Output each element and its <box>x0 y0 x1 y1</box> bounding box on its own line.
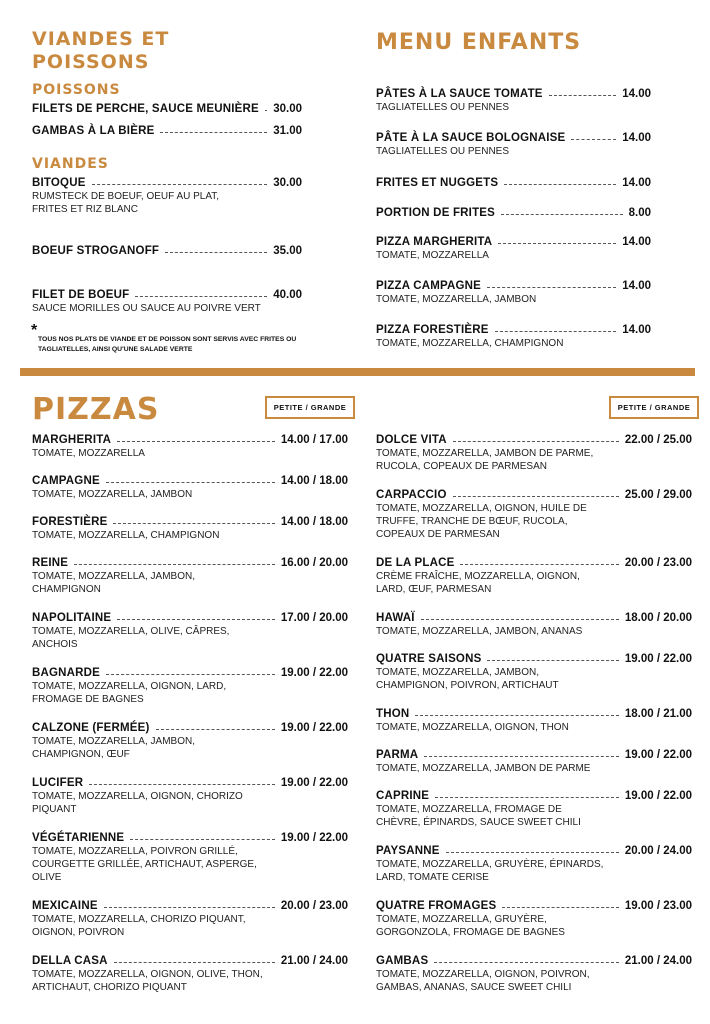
item-price: 40.00 <box>273 289 302 301</box>
pizza-item <box>32 955 348 994</box>
pizzas-title: PIZZAS <box>32 392 160 427</box>
pizza-item <box>376 489 692 541</box>
item-name: PAYSANNE <box>376 845 440 857</box>
item-name: GAMBAS <box>376 955 429 967</box>
item-price: 14.00 <box>622 324 651 336</box>
item-name: THON <box>376 708 410 720</box>
item-description: TAGLIATELLES OU PENNES <box>376 146 510 157</box>
dot-leader <box>165 245 267 253</box>
menu-item <box>32 125 302 137</box>
dot-leader <box>495 324 617 332</box>
item-description: TOMATE, MOZZARELLA, JAMBON DE PARME, RUCOLA, COPEAUX DE PARMESAN <box>376 448 594 472</box>
menu-item <box>376 132 651 158</box>
item-name: VÉGÉTARIENNE <box>32 832 125 844</box>
dot-leader <box>74 557 275 565</box>
menu-item <box>32 177 302 216</box>
item-price: 17.00 / 20.00 <box>280 612 348 624</box>
item-price: 25.00 / 29.00 <box>624 489 692 501</box>
item-price: 14.00 / 18.00 <box>280 475 348 487</box>
pizza-item <box>376 749 692 775</box>
item-description: TOMATE, MOZZARELLA, OIGNON, POIVRON, GAMBAS, ANANAS, SAUCE SWEET CHILI <box>376 969 590 993</box>
item-description: SAUCE MORILLES OU SAUCE AU POIVRE VERT <box>32 303 261 314</box>
dot-leader <box>113 516 274 524</box>
item-description: TOMATE, MOZZARELLA, POIVRON GRILLÉ, COURGETTE GRILLÉE, ARTICHAUT, ASPERGE, OLIVE <box>32 846 257 883</box>
dot-leader <box>446 845 619 853</box>
item-price: 20.00 / 23.00 <box>280 900 348 912</box>
dot-leader <box>415 708 618 716</box>
item-price: 8.00 <box>628 207 651 219</box>
pizza-item <box>376 845 692 884</box>
viandes-poissons-title <box>32 28 169 74</box>
item-description: TOMATE, MOZZARELLA, CHAMPIGNON <box>376 338 564 349</box>
menu-item <box>376 280 651 306</box>
item-price: 19.00 / 22.00 <box>624 749 692 761</box>
item-description: TOMATE, MOZZARELLA <box>32 448 145 459</box>
menu-item <box>376 177 651 189</box>
dot-leader <box>502 900 619 908</box>
pizza-item <box>376 434 692 473</box>
item-price: 19.00 / 22.00 <box>280 832 348 844</box>
dot-leader <box>92 177 268 185</box>
size-label-left: PETITE / GRANDE <box>265 396 355 419</box>
title-line-1: VIANDES ET <box>32 28 170 50</box>
item-price: 14.00 <box>622 88 651 100</box>
item-price: 20.00 / 24.00 <box>624 845 692 857</box>
dot-leader <box>117 612 275 620</box>
dot-leader <box>89 777 275 785</box>
menu-item <box>376 236 651 262</box>
menu-enfants-title: MENU ENFANTS <box>376 30 582 55</box>
pizza-item <box>376 955 692 994</box>
dot-leader <box>434 955 619 963</box>
dot-leader <box>106 667 275 675</box>
item-name: BITOQUE <box>32 177 86 189</box>
item-name: CAMPAGNE <box>32 475 100 487</box>
dot-leader <box>487 280 616 288</box>
item-description: CRÈME FRAÎCHE, MOZZARELLA, OIGNON, LARD, ŒUF, PARMESAN <box>376 571 580 595</box>
pizza-item <box>32 475 348 501</box>
dot-leader <box>498 236 616 244</box>
pizza-item <box>32 777 348 816</box>
item-price: 31.00 <box>273 125 302 137</box>
item-description: TOMATE, MOZZARELLA, OIGNON, CHORIZO PIQUANT <box>32 791 243 815</box>
note-asterisk: * <box>31 322 38 339</box>
dot-leader <box>265 103 267 111</box>
item-name: PÂTE À LA SAUCE BOLOGNAISE <box>376 132 566 144</box>
item-description: TOMATE, MOZZARELLA, OIGNON, OLIVE, THON, ARTICHAUT, CHORIZO PIQUANT <box>32 969 263 993</box>
item-price: 14.00 <box>622 280 651 292</box>
item-description: TOMATE, MOZZARELLA, GRUYÈRE, GORGONZOLA, FROMAGE DE BAGNES <box>376 914 565 938</box>
pizza-item <box>376 557 692 596</box>
item-name: PIZZA MARGHERITA <box>376 236 493 248</box>
item-name: QUATRE FROMAGES <box>376 900 497 912</box>
dot-leader <box>156 722 275 730</box>
pizza-item <box>32 900 348 939</box>
item-name: DOLCE VITA <box>376 434 447 446</box>
item-price: 19.00 / 22.00 <box>624 790 692 802</box>
title-line-2: POISSONS <box>32 51 150 73</box>
item-description: TOMATE, MOZZARELLA, CHAMPIGNON <box>32 530 220 541</box>
item-price: 14.00 / 17.00 <box>280 434 348 446</box>
item-description: TOMATE, MOZZARELLA, FROMAGE DE CHÈVRE, ÉPINARDS, SAUCE SWEET CHILI <box>376 804 581 828</box>
item-description: TOMATE, MOZZARELLA, JAMBON <box>376 294 537 305</box>
item-description: TOMATE, MOZZARELLA, CHORIZO PIQUANT, OIGNON, POIVRON <box>32 914 246 938</box>
pizza-item <box>32 832 348 884</box>
item-name: MARGHERITA <box>32 434 112 446</box>
item-price: 19.00 / 22.00 <box>280 667 348 679</box>
dot-leader <box>104 900 275 908</box>
item-name: REINE <box>32 557 69 569</box>
item-price: 35.00 <box>273 245 302 257</box>
pizza-item <box>32 667 348 706</box>
pizza-item <box>32 557 348 596</box>
item-price: 18.00 / 21.00 <box>624 708 692 720</box>
dot-leader <box>460 557 618 565</box>
item-name: FILET DE BOEUF <box>32 289 130 301</box>
menu-item <box>32 245 302 257</box>
pizza-item <box>376 900 692 939</box>
dot-leader <box>160 125 267 133</box>
item-price: 30.00 <box>273 177 302 189</box>
dot-leader <box>135 289 267 297</box>
pizza-item <box>376 653 692 692</box>
item-name: BOEUF STROGANOFF <box>32 245 160 257</box>
item-name: GAMBAS À LA BIÈRE <box>32 125 155 137</box>
item-price: 14.00 / 18.00 <box>280 516 348 528</box>
item-name: DELLA CASA <box>32 955 108 967</box>
dot-leader <box>453 489 619 497</box>
item-description: TOMATE, MOZZARELLA, JAMBON DE PARME <box>376 763 591 774</box>
pizza-item <box>376 708 692 734</box>
item-name: PARMA <box>376 749 419 761</box>
dot-leader <box>549 88 617 96</box>
item-price: 19.00 / 22.00 <box>280 722 348 734</box>
dot-leader <box>130 832 275 840</box>
item-name: HAWAÏ <box>376 612 415 624</box>
pizza-item <box>32 516 348 542</box>
menu-item <box>32 103 302 115</box>
item-name: CALZONE (FERMÉE) <box>32 722 150 734</box>
item-price: 21.00 / 24.00 <box>280 955 348 967</box>
size-label-right: PETITE / GRANDE <box>609 396 699 419</box>
dot-leader <box>114 955 275 963</box>
dot-leader <box>504 177 616 185</box>
item-description: TOMATE, MOZZARELLA, JAMBON, ANANAS <box>376 626 583 637</box>
item-name: FILETS DE PERCHE, SAUCE MEUNIÈRE <box>32 103 259 115</box>
item-price: 14.00 <box>622 236 651 248</box>
item-price: 16.00 / 20.00 <box>280 557 348 569</box>
footnote: TOUS NOS PLATS DE VIANDE ET DE POISSON SONT SERVIS AVEC FRITES OU TAGLIATELLES, AINSI QU'UNE SALADE VERTE <box>38 336 297 353</box>
item-description: TOMATE, MOZZARELLA, GRUYÈRE, ÉPINARDS, LARD, TOMATE CERISE <box>376 859 604 883</box>
item-name: PIZZA CAMPAGNE <box>376 280 482 292</box>
item-price: 14.00 <box>622 177 651 189</box>
item-name: QUATRE SAISONS <box>376 653 482 665</box>
pizza-item <box>376 612 692 638</box>
item-description: TOMATE, MOZZARELLA, OIGNON, LARD, FROMAGE DE BAGNES <box>32 681 227 705</box>
dot-leader <box>435 790 619 798</box>
item-description: TOMATE, MOZZARELLA, OIGNON, THON <box>376 722 569 733</box>
item-name: CARPACCIO <box>376 489 447 501</box>
pizza-item <box>32 612 348 651</box>
item-price: 14.00 <box>622 132 651 144</box>
item-description: TOMATE, MOZZARELLA, OLIVE, CÂPRES, ANCHOIS <box>32 626 230 650</box>
pizza-item <box>376 790 692 829</box>
item-price: 19.00 / 22.00 <box>624 653 692 665</box>
item-price: 19.00 / 22.00 <box>280 777 348 789</box>
item-description: RUMSTECK DE BOEUF, OEUF AU PLAT, FRITES ET RIZ BLANC <box>32 191 220 215</box>
section-divider <box>20 368 695 376</box>
item-description: TOMATE, MOZZARELLA, JAMBON <box>32 489 193 500</box>
item-price: 21.00 / 24.00 <box>624 955 692 967</box>
item-name: NAPOLITAINE <box>32 612 112 624</box>
viandes-heading: VIANDES <box>32 156 109 172</box>
item-price: 30.00 <box>273 103 302 115</box>
item-name: PÂTES À LA SAUCE TOMATE <box>376 88 543 100</box>
dot-leader <box>453 434 619 442</box>
dot-leader <box>117 434 275 442</box>
menu-item <box>376 324 651 350</box>
item-price: 20.00 / 23.00 <box>624 557 692 569</box>
item-price: 22.00 / 25.00 <box>624 434 692 446</box>
dot-leader <box>421 612 619 620</box>
dot-leader <box>106 475 275 483</box>
item-description: TAGLIATELLES OU PENNES <box>376 102 510 113</box>
item-name: CAPRINE <box>376 790 430 802</box>
dot-leader <box>501 207 623 215</box>
item-name: FORESTIÈRE <box>32 516 108 528</box>
dot-leader <box>424 749 619 757</box>
item-name: PORTION DE FRITES <box>376 207 496 219</box>
item-name: FRITES ET NUGGETS <box>376 177 499 189</box>
item-description: TOMATE, MOZZARELLA, JAMBON, CHAMPIGNON, POIVRON, ARTICHAUT <box>376 667 559 691</box>
item-price: 19.00 / 23.00 <box>624 900 692 912</box>
dot-leader <box>571 132 616 140</box>
item-name: LUCIFER <box>32 777 84 789</box>
menu-item <box>376 207 651 219</box>
pizza-item <box>32 434 348 460</box>
item-description: TOMATE, MOZZARELLA, JAMBON, CHAMPIGNON <box>32 571 195 595</box>
pizza-item <box>32 722 348 761</box>
item-name: BAGNARDE <box>32 667 101 679</box>
item-description: TOMATE, MOZZARELLA <box>376 250 489 261</box>
item-description: TOMATE, MOZZARELLA, JAMBON, CHAMPIGNON, ŒUF <box>32 736 195 760</box>
item-name: PIZZA FORESTIÈRE <box>376 324 489 336</box>
dot-leader <box>487 653 618 661</box>
item-name: DE LA PLACE <box>376 557 455 569</box>
item-description: TOMATE, MOZZARELLA, OIGNON, HUILE DE TRUFFE, TRANCHE DE BŒUF, RUCOLA, COPEAUX DE PARMESAN <box>376 503 587 540</box>
menu-item <box>32 289 302 315</box>
item-price: 18.00 / 20.00 <box>624 612 692 624</box>
item-name: MEXICAINE <box>32 900 98 912</box>
poissons-heading: POISSONS <box>32 82 121 98</box>
menu-item <box>376 88 651 114</box>
